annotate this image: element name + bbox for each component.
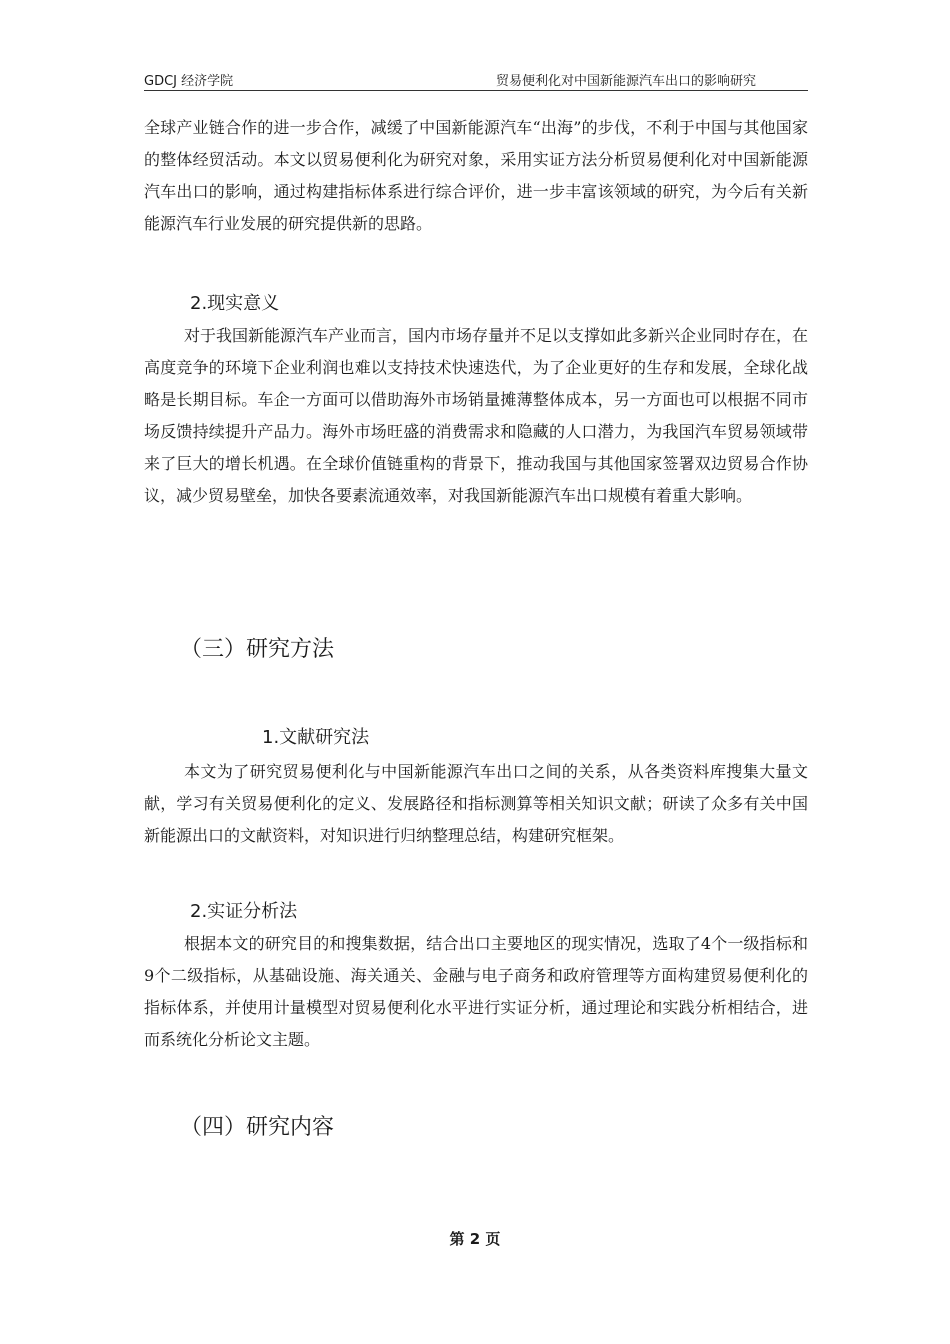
heading-practical-significance: 2.现实意义 [190,293,280,314]
page-header [144,70,808,91]
header-school: GDCJ 经济学院 [144,74,234,89]
practical-significance-paragraph: 对于我国新能源汽车产业而言，国内市场存量并不足以支撑如此多新兴企业同时存在，在高度竞争的环境下企业利润也难以支持技术快速迭代，为了企业更好的生存和发展，全球化战略是长期目标。车企一方面可以借助海外市场销量摊薄整体成本，另一方面也可以根据不同市场反馈持续提升产品力。海外市场旺盛的消费需求和隐藏的人口潜力，为我国汽车贸易领域带来了巨大的增长机遇。在全球价值链重构的背景下，推动我国与其他国家签署双边贸易合作协议，减少贸易壁垒，加快各要素流通效率，对我国新能源汽车出口规模有着重大影响。 [144,326,809,505]
page-number: 第 2 页 [449,1230,501,1248]
empirical-method-paragraph: 根据本文的研究目的和搜集数据，结合出口主要地区的现实情况，选取了4个一级指标和9个二级指标，从基础设施、海关通关、金融与电子商务和政府管理等方面构建贸易便利化的指标体系，并使用计量模型对贸易便利化水平进行实证分析，通过理论和实践分析相结合，进而系统化分析论文主题。 [144,934,808,1049]
literature-method-paragraph: 本文为了研究贸易便利化与中国新能源汽车出口之间的关系，从各类资料库搜集大量文献，学习有关贸易便利化的定义、发展路径和指标测算等相关知识文献；研读了众多有关中国新能源出口的文献资料，对知识进行归纳整理总结，构建研究框架。 [144,762,808,845]
heading-empirical-method: 2.实证分析法 [190,901,298,922]
intro-continuation-paragraph: 全球产业链合作的进一步合作，减缓了中国新能源汽车“出海”的步伐，不利于中国与其他国家的整体经贸活动。本文以贸易便利化为研究对象，采用实证方法分析贸易便利化对中国新能源汽车出口的影响，通过构建指标体系进行综合评价，进一步丰富该领域的研究，为今后有关新能源汽车行业发展的研究提供新的思路。 [144,118,808,233]
heading-literature-method: 1.文献研究法 [262,727,370,748]
heading-research-methods: （三）研究方法 [180,637,335,662]
heading-research-content: （四）研究内容 [180,1115,335,1140]
header-thesis-title: 贸易便利化对中国新能源汽车出口的影响研究 [495,74,756,89]
